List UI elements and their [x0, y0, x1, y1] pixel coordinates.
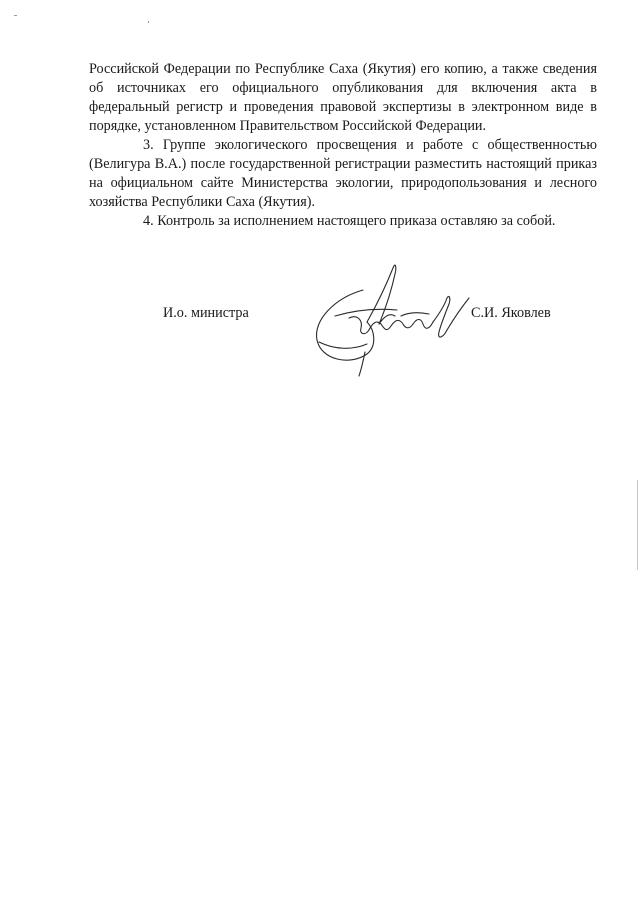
signatory-role: И.о. министра — [163, 305, 249, 321]
scan-speck — [14, 15, 17, 16]
paragraph-item-4: 4. Контроль за исполнением настоящего приказа оставляю за собой. — [143, 213, 556, 229]
paragraph-item-3: 3. Группе экологического просвещения и работе с общественностью (Велигура В.А.) после государственной регистрации разместить настоящий приказ на официальном сайте Министерства экологии, природопользования и лесного хозяйства Республики Саха (Якутия). — [89, 137, 597, 210]
scan-edge-mark — [637, 480, 638, 570]
document-body — [89, 60, 597, 231]
handwritten-signature — [305, 258, 480, 378]
signatory-name: С.И. Яковлев — [471, 305, 551, 321]
paragraph-continuation: Российской Федерации по Республике Саха (Якутия) его копию, а также сведения об источниках его официального опубликования для включения акта в федеральный регистр и проведения правовой экспертизы в электронном виде в порядке, установленном Правительством Российской Федерации. — [89, 61, 597, 134]
scan-speck — [148, 21, 149, 23]
